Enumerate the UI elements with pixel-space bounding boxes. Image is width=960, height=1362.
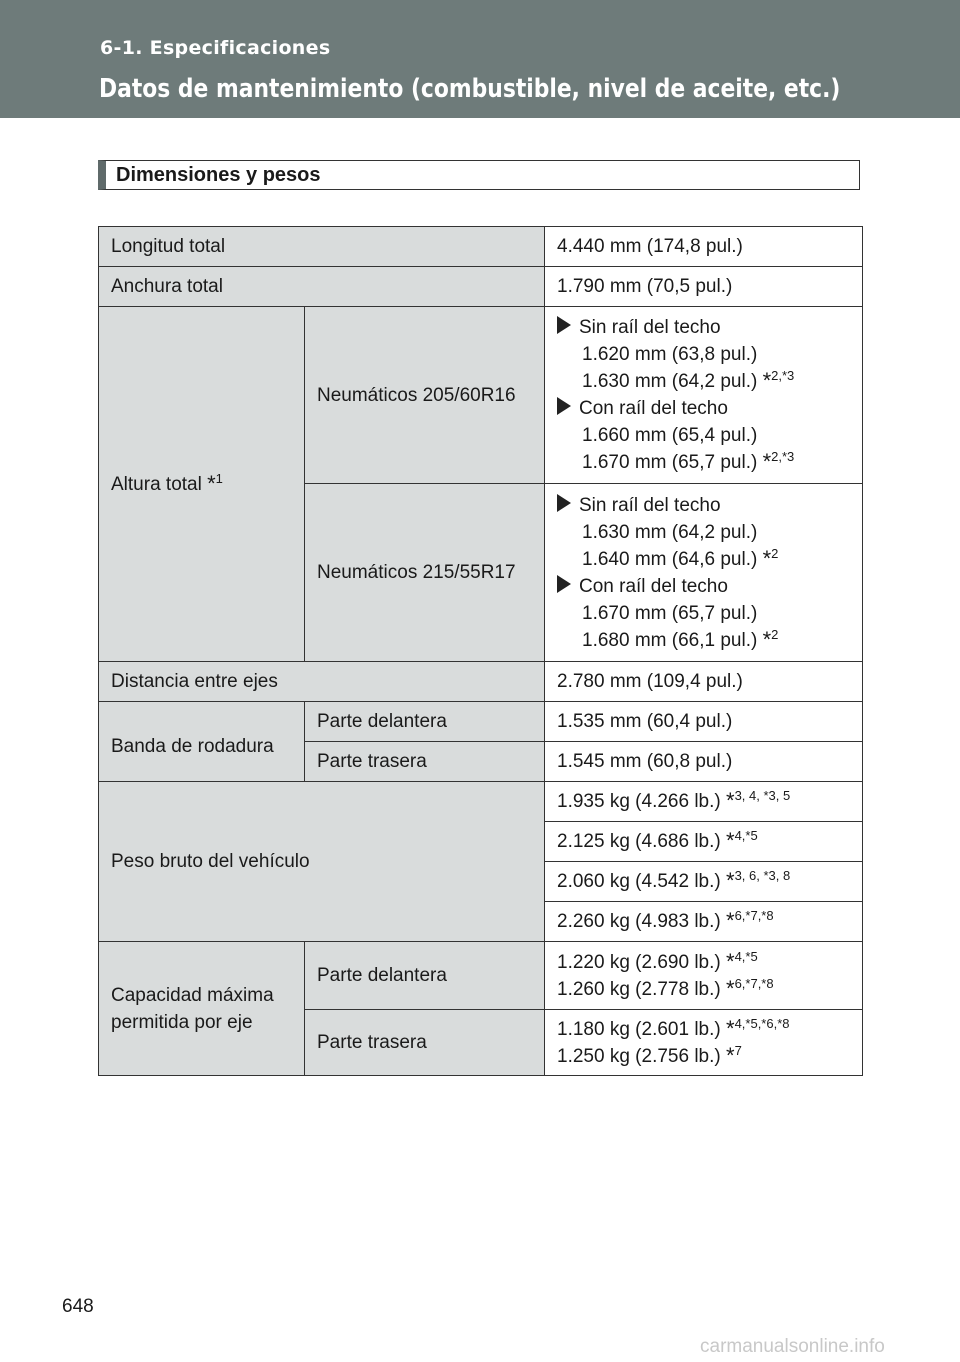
row-value: 1.545 mm (60,8 pul.) (545, 742, 863, 782)
footnote-asterisk: * (726, 1042, 735, 1068)
height-value-row (557, 368, 850, 395)
sub-label: Parte delantera (305, 942, 545, 1010)
height-values (545, 484, 863, 662)
weight-text: 2.125 kg (4.686 lb.) (557, 831, 721, 852)
capacity-text: 1.250 kg (2.756 lb.) (557, 1045, 721, 1067)
footnote-asterisk: * (726, 948, 735, 974)
row-label: Anchura total (99, 267, 545, 307)
row-label: Peso bruto del vehículo (99, 782, 545, 942)
footnote-ref: 6,*7,*8 (734, 975, 774, 991)
triangle-bullet-icon (557, 397, 571, 415)
height-value-row (557, 627, 850, 654)
weight-value (545, 862, 863, 902)
footnote-ref: 2,*3 (771, 449, 795, 464)
table-row (99, 307, 863, 484)
weight-value (545, 782, 863, 822)
footnote-ref: 6,*7,*8 (734, 908, 774, 923)
page-number: 648 (62, 1296, 94, 1317)
triangle-bullet-icon (557, 316, 571, 334)
height-value: 1.630 mm (64,2 pul.) (582, 521, 758, 543)
footnote-ref: 2,*3 (771, 368, 795, 383)
table-row (99, 782, 863, 822)
option-label: Sin raíl del techo (579, 494, 721, 516)
height-value: 1.660 mm (65,4 pul.) (582, 425, 758, 446)
footnote-ref: 3, 6, *3, 8 (734, 868, 791, 883)
footnote-asterisk: * (726, 788, 735, 813)
footnote-ref: 2 (771, 545, 779, 561)
height-value-row (557, 449, 850, 476)
capacity-text: 1.220 kg (2.690 lb.) (557, 951, 721, 973)
chapter-header (0, 0, 960, 118)
height-value: 1.670 mm (65,7 pul.) (582, 602, 758, 624)
weight-value (545, 902, 863, 942)
option-label: Con raíl del techo (579, 398, 728, 419)
footnote-asterisk: * (726, 908, 735, 933)
tire-label: Neumáticos 205/60R16 (305, 307, 545, 484)
row-label: Banda de rodadura (99, 702, 305, 782)
footnote-asterisk: * (207, 470, 216, 496)
option-label: Sin raíl del techo (579, 317, 721, 338)
capacity-values (545, 942, 863, 1010)
capacity-values (545, 1010, 863, 1076)
height-value: 1.620 mm (63,8 pul.) (582, 344, 758, 365)
specifications-table (98, 226, 863, 1076)
subheading: Dimensiones y pesos (116, 164, 321, 186)
row-label: Altura total (111, 473, 202, 495)
capacity-text: 1.260 kg (2.778 lb.) (557, 978, 721, 1000)
sub-label: Parte trasera (305, 742, 545, 782)
footnote-asterisk: * (726, 868, 735, 893)
table-row (99, 227, 863, 267)
footnote-ref: 4,*5 (734, 828, 758, 843)
sub-label: Parte delantera (305, 702, 545, 742)
height-value: 1.680 mm (66,1 pul.) (582, 629, 758, 651)
footnote-ref: 7 (734, 1042, 742, 1058)
height-value: 1.630 mm (64,2 pul.) (582, 371, 758, 392)
weight-text: 2.060 kg (4.542 lb.) (557, 871, 721, 892)
option-label: Con raíl del techo (579, 575, 728, 597)
weight-value (545, 822, 863, 862)
row-label: Longitud total (99, 227, 545, 267)
altura-label-cell (99, 307, 305, 662)
subheading-box (98, 160, 860, 190)
footnote-asterisk: * (762, 545, 772, 571)
row-label: Capacidad máxima permitida por eje (99, 942, 305, 1076)
footnote-asterisk: * (762, 626, 772, 652)
watermark: carmanualsonline.info (700, 1336, 885, 1357)
footnote-asterisk: * (726, 828, 735, 853)
table-row (99, 942, 863, 1010)
height-values (545, 307, 863, 484)
footnote-asterisk: * (762, 368, 772, 393)
triangle-bullet-icon (557, 494, 571, 512)
footnote-ref: 3, 4, *3, 5 (734, 788, 791, 803)
row-value: 2.780 mm (109,4 pul.) (545, 662, 863, 702)
section-label: 6-1. Especificaciones (100, 37, 331, 59)
capacity-text: 1.180 kg (2.601 lb.) (557, 1018, 721, 1040)
table-row (99, 702, 863, 742)
footnote-asterisk: * (762, 449, 772, 474)
sub-label: Parte trasera (305, 1010, 545, 1076)
height-value: 1.670 mm (65,7 pul.) (582, 452, 758, 473)
row-value: 1.535 mm (60,4 pul.) (545, 702, 863, 742)
weight-text: 1.935 kg (4.266 lb.) (557, 791, 721, 812)
triangle-bullet-icon (557, 575, 571, 593)
footnote-ref: 4,*5,*6,*8 (734, 1015, 790, 1031)
tire-label: Neumáticos 215/55R17 (305, 484, 545, 662)
footnote-ref: 2 (771, 626, 779, 642)
row-value: 4.440 mm (174,8 pul.) (545, 227, 863, 267)
footnote-asterisk: * (726, 1015, 735, 1041)
table-row (99, 662, 863, 702)
weight-text: 2.260 kg (4.983 lb.) (557, 911, 721, 932)
row-label: Distancia entre ejes (99, 662, 545, 702)
page-title: Datos de mantenimiento (combustible, nivel de aceite, etc.) (99, 74, 841, 104)
footnote-ref: 4,*5 (734, 948, 758, 964)
table-row (99, 267, 863, 307)
height-value-row (557, 546, 850, 573)
height-value: 1.640 mm (64,6 pul.) (582, 548, 758, 570)
footnote-asterisk: * (726, 975, 735, 1001)
footnote-ref: 1 (215, 470, 223, 486)
row-value: 1.790 mm (70,5 pul.) (545, 267, 863, 307)
